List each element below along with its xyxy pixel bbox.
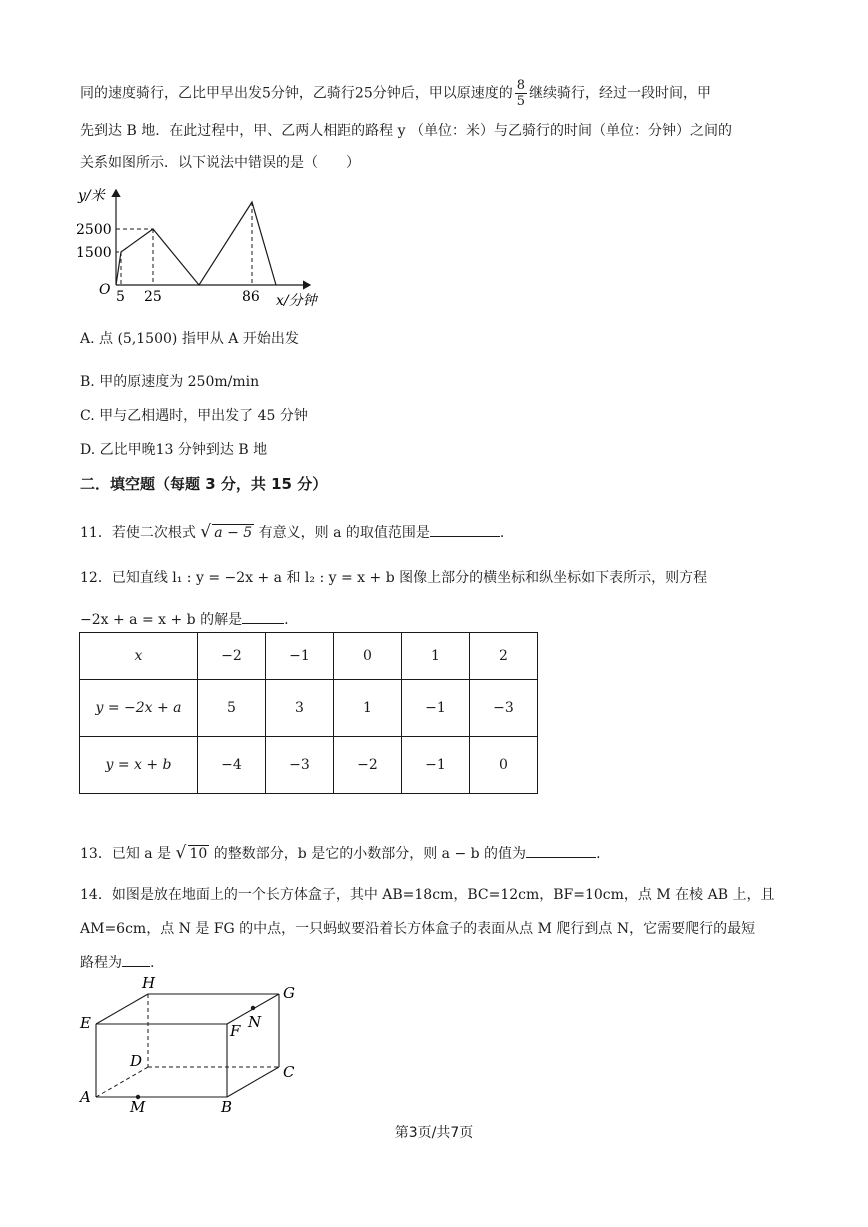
section-heading: 二．填空题（每题 3 分，共 15 分） (80, 475, 328, 493)
q13 (80, 843, 601, 863)
label-N: N (248, 1013, 262, 1031)
q10-line1 (80, 78, 711, 109)
q10-line1-b: 继续骑行，经过一段时间，甲 (529, 85, 712, 102)
label-A: A (80, 1088, 91, 1106)
y-axis-label: y/米 (78, 188, 105, 204)
label-B: B (221, 1098, 233, 1116)
q13-end: . (596, 846, 601, 862)
option-a: A. 点 (5,1500) 指甲从 A 开始出发 (80, 331, 299, 347)
label-E: E (80, 1014, 91, 1032)
label-D: D (130, 1052, 143, 1070)
table-cell: −2 (198, 633, 266, 680)
q12-line2-text: −2x + a = x + b 的解是 (80, 612, 243, 628)
origin-label: O (99, 282, 111, 298)
q10-line1-a: 同的速度骑行，乙比甲早出发5分钟，乙骑行25分钟后，甲以原速度的 (80, 85, 513, 102)
y-tick-2500: 2500 (76, 222, 112, 238)
distance-time-graph (72, 184, 332, 310)
table-cell: y = −2x + a (80, 680, 198, 737)
table-cell: y = x + b (80, 737, 198, 794)
table-cell: 0 (334, 633, 402, 680)
edge-BC (227, 1067, 279, 1097)
q13-answer-blank (526, 843, 596, 858)
option-d: D. 乙比甲晚13 分钟到达 B 地 (80, 442, 268, 458)
table-cell: 3 (266, 680, 334, 737)
sqrt-a-minus-5: √ a − 5 (200, 522, 253, 542)
fraction-numerator: 8 (516, 78, 526, 93)
q12-line1: 12．已知直线 l₁ : y = −2x + a 和 l₂ : y = x + b 图像上部分的横坐标和纵坐标如下表所示，则方程 (80, 570, 708, 586)
table-cell: −1 (402, 737, 470, 794)
table-cell: −1 (402, 680, 470, 737)
y-tick-1500: 1500 (76, 245, 112, 261)
q10-line2: 先到达 B 地．在此过程中，甲、乙两人相距的路程 y （单位：米）与乙骑行的时间（单位：分钟）之间的 (80, 123, 732, 139)
option-c: C. 甲与乙相遇时，甲出发了 45 分钟 (80, 408, 308, 424)
label-M: M (130, 1098, 146, 1116)
table-cell: −2 (334, 737, 402, 794)
hidden-edge-AD (96, 1067, 148, 1097)
label-C: C (283, 1063, 295, 1081)
table-cell: 0 (470, 737, 538, 794)
sqrt-10: √ 10 (175, 843, 208, 863)
page-footer: 第3页/共7页 (394, 1125, 474, 1141)
table-row (80, 737, 538, 794)
q10-line3: 关系如图所示．以下说法中错误的是（ ） (80, 155, 360, 171)
table-cell: −1 (266, 633, 334, 680)
q14-line2: AM=6cm，点 N 是 FG 的中点，一只蚂蚁要沿着长方体盒子的表面从点 M 爬行到点 N，它需要爬行的最短 (80, 921, 756, 937)
table-cell: 1 (402, 633, 470, 680)
table-row (80, 633, 538, 680)
q12-end: . (284, 612, 289, 628)
cuboid-figure (72, 972, 312, 1122)
q13-before: 13．已知 a 是 (80, 846, 172, 862)
table-cell: −3 (470, 680, 538, 737)
table-cell: x (80, 633, 198, 680)
q11-radicand: a − 5 (214, 525, 253, 541)
value-table (79, 632, 538, 794)
table-row (80, 680, 538, 737)
q14-line3 (80, 952, 154, 972)
fraction-denominator: 5 (516, 94, 526, 109)
option-b: B. 甲的原速度为 250m/min (80, 374, 260, 390)
x-axis-label: x/分钟 (276, 293, 317, 309)
table-cell: 5 (198, 680, 266, 737)
q14-end: . (150, 955, 155, 971)
fraction-8-5 (515, 78, 527, 109)
q11-end: . (499, 525, 505, 541)
table-cell: −3 (266, 737, 334, 794)
label-G: G (283, 984, 295, 1002)
x-tick-5: 5 (116, 289, 125, 305)
label-H: H (142, 974, 156, 992)
table-cell: −4 (198, 737, 266, 794)
x-tick-86: 86 (242, 289, 260, 305)
table-cell: 1 (334, 680, 402, 737)
q14-line3-text: 路程为 (80, 955, 122, 971)
q12-answer-blank (242, 609, 284, 624)
q11-after: 有意义，则 a 的取值范围是 (258, 525, 430, 541)
q12-line2 (80, 609, 289, 629)
label-F: F (230, 1022, 241, 1040)
q13-radicand: 10 (189, 846, 208, 862)
q14-line1: 14．如图是放在地面上的一个长方体盒子，其中 AB=18cm，BC=12cm，BF=10cm，点 M 在棱 AB 上，且 (80, 887, 775, 903)
x-tick-25: 25 (144, 289, 162, 305)
edge-EH (96, 994, 148, 1024)
table-cell: 2 (470, 633, 538, 680)
q11-before: 11．若使二次根式 (80, 525, 196, 541)
q13-after: 的整数部分，b 是它的小数部分，则 a − b 的值为 (213, 846, 527, 862)
q11-answer-blank (430, 522, 500, 537)
q14-answer-blank (122, 952, 150, 967)
point-N (251, 1006, 255, 1010)
q11 (80, 522, 504, 542)
